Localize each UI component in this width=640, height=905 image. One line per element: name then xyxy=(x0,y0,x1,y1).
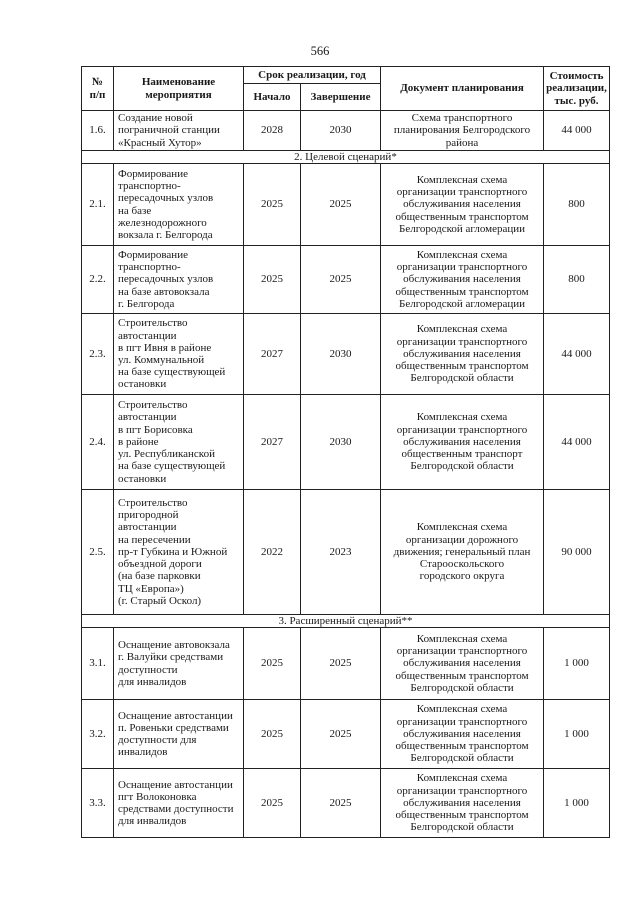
header-cost: Стоимость реализации, тыс. руб. xyxy=(544,67,610,111)
row-name-line: Оснащение автостанции xyxy=(118,778,233,791)
row-name-line: на базе существующей xyxy=(118,460,226,473)
row-document-line: организации транспортного xyxy=(396,715,528,728)
row-document-line: обслуживания населения xyxy=(403,435,521,448)
row-document-line: района xyxy=(445,136,479,149)
row-cost: 44 000 xyxy=(544,111,610,151)
row-document-line: организации дорожного xyxy=(405,533,519,546)
row-name-line: пригородной xyxy=(118,509,179,522)
table-row xyxy=(82,700,610,769)
row-document-line: обслуживания населения xyxy=(403,198,521,211)
row-start-year: 2025 xyxy=(244,700,301,769)
row-name-line: для инвалидов xyxy=(118,675,187,688)
row-name-line: доступности xyxy=(118,663,178,676)
row-end-year: 2030 xyxy=(301,111,381,151)
header-period: Срок реализации, год xyxy=(244,67,381,84)
table-row xyxy=(82,246,610,314)
row-name-line: (г. Старый Оскол) xyxy=(118,594,202,607)
row-number: 3.3. xyxy=(82,769,114,838)
row-document-line: обслуживания населения xyxy=(403,796,521,809)
row-name-line: пограничной станции xyxy=(118,124,220,137)
table-row xyxy=(82,769,610,838)
row-document xyxy=(381,628,544,700)
row-end-year: 2030 xyxy=(301,314,381,395)
row-end-year: 2030 xyxy=(301,395,381,490)
row-number: 2.1. xyxy=(82,164,114,246)
row-document-line: общественным транспортом xyxy=(395,210,529,223)
row-number: 3.1. xyxy=(82,628,114,700)
table-row xyxy=(82,395,610,490)
row-cost: 1 000 xyxy=(544,628,610,700)
row-document-line: Белгородской области xyxy=(410,460,514,473)
page-number: 566 xyxy=(310,44,330,58)
row-document xyxy=(381,700,544,769)
row-name-line: (на базе парковки xyxy=(118,570,201,583)
header-num: № п/п xyxy=(82,67,114,111)
section-title: 3. Расширенный сценарий** xyxy=(82,615,610,628)
row-name-line: пр-т Губкина и Южной xyxy=(118,545,228,558)
row-document-line: Схема транспортного xyxy=(411,112,513,125)
row-name-line: на пересечении xyxy=(118,533,191,546)
row-name-line: вокзала г. Белгорода xyxy=(118,228,213,241)
table-body xyxy=(82,111,610,838)
row-start-year: 2027 xyxy=(244,314,301,395)
row-name-line: автостанции xyxy=(118,521,177,534)
row-name-line: инвалидов xyxy=(118,746,168,759)
row-name-line: Оснащение автовокзала xyxy=(118,639,230,652)
row-number: 2.5. xyxy=(82,490,114,615)
row-document-line: Комплексная схема xyxy=(416,248,508,261)
row-document-line: организации транспортного xyxy=(396,645,528,658)
row-cost: 44 000 xyxy=(544,395,610,490)
table-row xyxy=(82,164,610,246)
row-name xyxy=(114,628,244,700)
row-cost: 1 000 xyxy=(544,700,610,769)
row-number: 1.6. xyxy=(82,111,114,151)
row-cost: 800 xyxy=(544,164,610,246)
row-end-year: 2025 xyxy=(301,246,381,314)
row-name xyxy=(114,111,244,151)
row-document-line: Белгородской области xyxy=(410,752,514,765)
row-start-year: 2025 xyxy=(244,628,301,700)
row-document xyxy=(381,769,544,838)
row-document-line: планирования Белгородского xyxy=(393,124,531,137)
row-start-year: 2025 xyxy=(244,246,301,314)
row-document-line: Белгородской агломерации xyxy=(399,297,526,310)
row-name-line: Оснащение автостанции xyxy=(118,709,233,722)
row-name-line: Строительство xyxy=(118,497,188,510)
row-document-line: организации транспортного xyxy=(396,261,528,274)
header-row xyxy=(82,67,610,84)
row-document-line: обслуживания населения xyxy=(403,347,521,360)
row-document-line: общественным транспортом xyxy=(395,360,529,373)
row-document-line: общественным транспортом xyxy=(395,285,529,298)
row-name-line: Создание новой xyxy=(118,112,193,125)
row-document-line: общественным транспортом xyxy=(395,669,529,682)
row-document-line: обслуживания населения xyxy=(403,727,521,740)
row-document-line: организации транспортного xyxy=(396,423,528,436)
row-cost: 90 000 xyxy=(544,490,610,615)
table-row xyxy=(82,314,610,395)
row-name-line: автостанции xyxy=(118,411,177,424)
row-document-line: Белгородской области xyxy=(410,821,514,834)
row-name-line: пересадочных узлов xyxy=(118,192,214,205)
header-start: Начало xyxy=(244,84,301,111)
row-document-line: обслуживания населения xyxy=(403,273,521,286)
row-name xyxy=(114,700,244,769)
row-name xyxy=(114,314,244,395)
row-cost: 1 000 xyxy=(544,769,610,838)
row-end-year: 2025 xyxy=(301,769,381,838)
row-document-line: Старооскольского xyxy=(419,558,505,571)
row-document-line: городского округа xyxy=(419,570,505,583)
row-document xyxy=(381,395,544,490)
row-end-year: 2025 xyxy=(301,164,381,246)
row-name-line: пересадочных узлов xyxy=(118,273,214,286)
row-start-year: 2028 xyxy=(244,111,301,151)
row-cost: 44 000 xyxy=(544,314,610,395)
row-name-line: остановки xyxy=(118,378,167,391)
row-name-line: ул. Республиканской xyxy=(118,448,215,461)
row-name xyxy=(114,164,244,246)
row-start-year: 2025 xyxy=(244,164,301,246)
row-name-line: автостанции xyxy=(118,329,177,342)
row-name-line: на базе автовокзала xyxy=(118,285,210,298)
row-name-line: г. Белгорода xyxy=(118,297,175,310)
row-end-year: 2023 xyxy=(301,490,381,615)
row-document-line: Белгородской области xyxy=(410,681,514,694)
header-end: Завершение xyxy=(301,84,381,111)
row-end-year: 2025 xyxy=(301,700,381,769)
row-name-line: ул. Коммунальной xyxy=(118,354,205,366)
row-document-line: Комплексная схема xyxy=(416,411,508,424)
section-row xyxy=(82,151,610,164)
row-name-line: «Красный Хутор» xyxy=(118,136,202,149)
row-name-line: объездной дороги xyxy=(118,558,202,571)
row-start-year: 2022 xyxy=(244,490,301,615)
row-number: 2.2. xyxy=(82,246,114,314)
row-document-line: Комплексная схема xyxy=(416,323,508,336)
row-name-line: железнодорожного xyxy=(118,216,207,229)
plan-table xyxy=(81,66,610,838)
row-name-line: на базе xyxy=(118,204,152,217)
row-name-line: ТЦ «Европа») xyxy=(118,582,184,595)
row-name-line: Строительство xyxy=(118,399,188,412)
row-document-line: организации транспортного xyxy=(396,335,528,348)
row-start-year: 2025 xyxy=(244,769,301,838)
section-title: 2. Целевой сценарий* xyxy=(82,151,610,164)
row-name xyxy=(114,490,244,615)
row-name-line: Формирование xyxy=(118,167,188,180)
row-document xyxy=(381,164,544,246)
row-document-line: Комплексная схема xyxy=(416,632,508,645)
row-name-line: транспортно- xyxy=(118,261,181,274)
row-document-line: общественным транспорт xyxy=(401,448,523,461)
table-row xyxy=(82,111,610,151)
row-name-line: в пгт Ивня в районе xyxy=(118,341,212,354)
row-end-year: 2025 xyxy=(301,628,381,700)
row-document-line: Комплексная схема xyxy=(416,521,508,534)
row-document-line: Белгородской области xyxy=(410,372,514,385)
row-document xyxy=(381,490,544,615)
row-name-line: Формирование xyxy=(118,248,188,261)
row-cost: 800 xyxy=(544,246,610,314)
row-document-line: Комплексная схема xyxy=(416,173,508,186)
header-name: Наименование мероприятия xyxy=(114,67,244,111)
row-name xyxy=(114,246,244,314)
row-document-line: организации транспортного xyxy=(396,186,528,199)
row-name xyxy=(114,395,244,490)
row-document xyxy=(381,314,544,395)
row-name-line: пгт Волоконовка xyxy=(118,790,197,803)
row-document-line: общественным транспортом xyxy=(395,740,529,753)
row-document-line: организации транспортного xyxy=(396,784,528,797)
row-document-line: Комплексная схема xyxy=(416,703,508,716)
row-name-line: для инвалидов xyxy=(118,815,187,828)
row-number: 3.2. xyxy=(82,700,114,769)
row-name-line: доступности для xyxy=(118,734,197,746)
table-row xyxy=(82,490,610,615)
row-name xyxy=(114,769,244,838)
row-number: 2.4. xyxy=(82,395,114,490)
row-document-line: обслуживания населения xyxy=(403,657,521,670)
row-document-line: Белгородской агломерации xyxy=(399,222,526,235)
row-name-line: средствами доступности xyxy=(118,803,234,815)
row-document-line: движения; генеральный план xyxy=(393,545,531,558)
header-document: Документ планирования xyxy=(381,67,544,111)
row-start-year: 2027 xyxy=(244,395,301,490)
row-name-line: Строительство xyxy=(118,317,188,330)
row-document xyxy=(381,246,544,314)
row-document-line: общественным транспортом xyxy=(395,809,529,822)
row-name-line: г. Валуйки средствами xyxy=(118,651,224,664)
row-name-line: транспортно- xyxy=(118,180,181,193)
row-number: 2.3. xyxy=(82,314,114,395)
row-name-line: п. Ровеньки средствами xyxy=(118,721,229,734)
row-name-line: на базе существующей xyxy=(118,366,226,379)
table-row xyxy=(82,628,610,700)
row-name-line: остановки xyxy=(118,472,167,485)
row-name-line: в пгт Борисовка xyxy=(118,423,193,436)
row-name-line: в районе xyxy=(118,435,159,448)
section-row xyxy=(82,615,610,628)
row-document xyxy=(381,111,544,151)
row-document-line: Комплексная схема xyxy=(416,772,508,785)
